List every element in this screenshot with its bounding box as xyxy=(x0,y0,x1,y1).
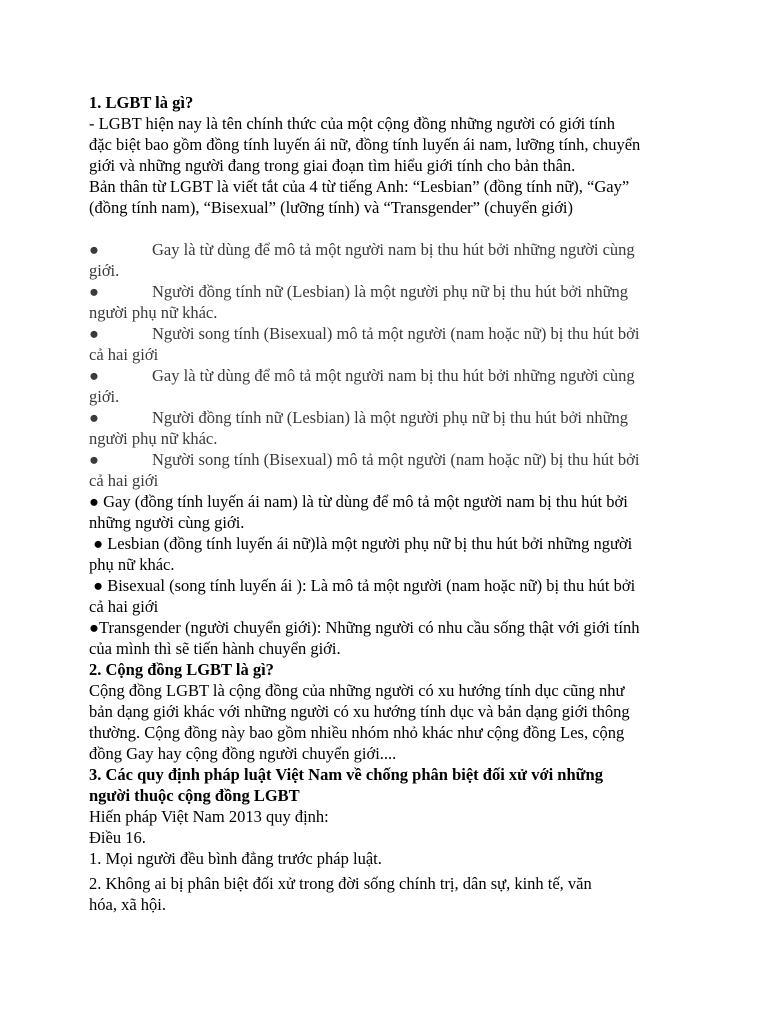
bullet-icon: ● xyxy=(89,240,99,259)
list-item-text: cả hai giới xyxy=(89,597,159,616)
list-item-text: giới. xyxy=(89,261,120,280)
heading-what-is-lgbt: 1. LGBT là gì? xyxy=(89,93,194,112)
list-item-text: cả hai giới xyxy=(89,345,159,364)
text-line: đồng Gay hay cộng đồng người chuyển giới.... xyxy=(89,744,397,763)
list-item-text: cả hai giới xyxy=(89,471,159,490)
text-line: đặc biệt bao gồm đồng tính luyến ái nữ, đồng tính luyến ái nam, lưỡng tính, chuyển xyxy=(89,135,641,154)
list-item xyxy=(89,491,689,533)
list-item-text: người phụ nữ khác. xyxy=(89,429,218,448)
heading-legal-provisions xyxy=(89,764,689,806)
list-item-text: Gay là từ dùng để mô tả một người nam bị thu hút bởi những người cùng xyxy=(152,240,635,259)
list-item-text: phụ nữ khác. xyxy=(89,555,175,574)
list-item-text: giới. xyxy=(89,387,120,406)
list-item xyxy=(89,281,689,323)
list-item-text: ● Lesbian (đồng tính luyến ái nữ)là một người phụ nữ bị thu hút bởi những người xyxy=(89,534,633,553)
list-item-text: ● Gay (đồng tính luyến ái nam) là từ dùng để mô tả một người nam bị thu hút bởi xyxy=(89,492,628,511)
text-line: Hiến pháp Việt Nam 2013 quy định: xyxy=(89,807,329,826)
heading-line: người thuộc cộng đồng LGBT xyxy=(89,786,300,805)
bullet-icon: ● xyxy=(89,282,99,301)
text-line: - LGBT hiện nay là tên chính thức của một cộng đồng những người có giới tính xyxy=(89,114,616,133)
text-line: hóa, xã hội. xyxy=(89,895,166,914)
constitution-paragraph xyxy=(89,806,689,869)
list-item-text: ● Bisexual (song tính luyến ái ): Là mô tả một người (nam hoặc nữ) bị thu hút bởi xyxy=(89,576,636,595)
intro-paragraph xyxy=(89,113,689,218)
list-item-text: Người song tính (Bisexual) mô tả một người (nam hoặc nữ) bị thu hút bởi xyxy=(152,324,640,343)
list-item-text: Người song tính (Bisexual) mô tả một người (nam hoặc nữ) bị thu hút bởi xyxy=(152,450,640,469)
list-item-text: Người đồng tính nữ (Lesbian) là một người phụ nữ bị thu hút bởi những xyxy=(152,408,629,427)
list-item xyxy=(89,323,689,365)
bullet-icon: ● xyxy=(89,324,99,343)
bullet-icon: ● xyxy=(89,366,99,385)
text-line: Bản thân từ LGBT là viết tắt của 4 từ tiếng Anh: “Lesbian” (đồng tính nữ), “Gay” xyxy=(89,177,630,196)
text-line: Điều 16. xyxy=(89,828,146,847)
list-item-text: ●Transgender (người chuyển giới): Những người có nhu cầu sống thật với giới tính xyxy=(89,618,640,637)
heading-line: 3. Các quy định pháp luật Việt Nam về chống phân biệt đối xử với những xyxy=(89,765,603,784)
text-line: Cộng đồng LGBT là cộng đồng của những người có xu hướng tính dục cũng như xyxy=(89,681,625,700)
community-paragraph xyxy=(89,680,689,764)
text-line: 2. Không ai bị phân biệt đối xử trong đời sống chính trị, dân sự, kinh tế, văn xyxy=(89,874,592,893)
text-line: (đồng tính nam), “Bisexual” (lưỡng tính) và “Transgender” (chuyển giới) xyxy=(89,198,573,217)
document-page xyxy=(89,92,689,915)
heading-lgbt-community: 2. Cộng đồng LGBT là gì? xyxy=(89,660,274,679)
list-item xyxy=(89,575,689,617)
tabbed-bullet-list xyxy=(89,239,689,491)
list-item xyxy=(89,449,689,491)
list-item xyxy=(89,617,689,659)
article-clause-2 xyxy=(89,873,689,915)
list-item-text: những người cùng giới. xyxy=(89,513,245,532)
list-item xyxy=(89,407,689,449)
list-item xyxy=(89,365,689,407)
blank-line xyxy=(89,218,689,239)
list-item-text: của mình thì sẽ tiến hành chuyển giới. xyxy=(89,639,341,658)
inline-bullet-list xyxy=(89,491,689,659)
text-line: giới và những người đang trong giai đoạn tìm hiểu giới tính cho bản thân. xyxy=(89,156,576,175)
bullet-icon: ● xyxy=(89,450,99,469)
list-item-text: Gay là từ dùng để mô tả một người nam bị thu hút bởi những người cùng xyxy=(152,366,635,385)
text-line: bản dạng giới khác với những người có xu hướng tính dục và bản dạng giới thông xyxy=(89,702,630,721)
text-line: 1. Mọi người đều bình đẳng trước pháp luật. xyxy=(89,849,382,868)
list-item xyxy=(89,239,689,281)
list-item xyxy=(89,533,689,575)
list-item-text: người phụ nữ khác. xyxy=(89,303,218,322)
bullet-icon: ● xyxy=(89,408,99,427)
text-line: thường. Cộng đồng này bao gồm nhiều nhóm nhỏ khác như cộng đồng Les, cộng xyxy=(89,723,625,742)
list-item-text: Người đồng tính nữ (Lesbian) là một người phụ nữ bị thu hút bởi những xyxy=(152,282,629,301)
